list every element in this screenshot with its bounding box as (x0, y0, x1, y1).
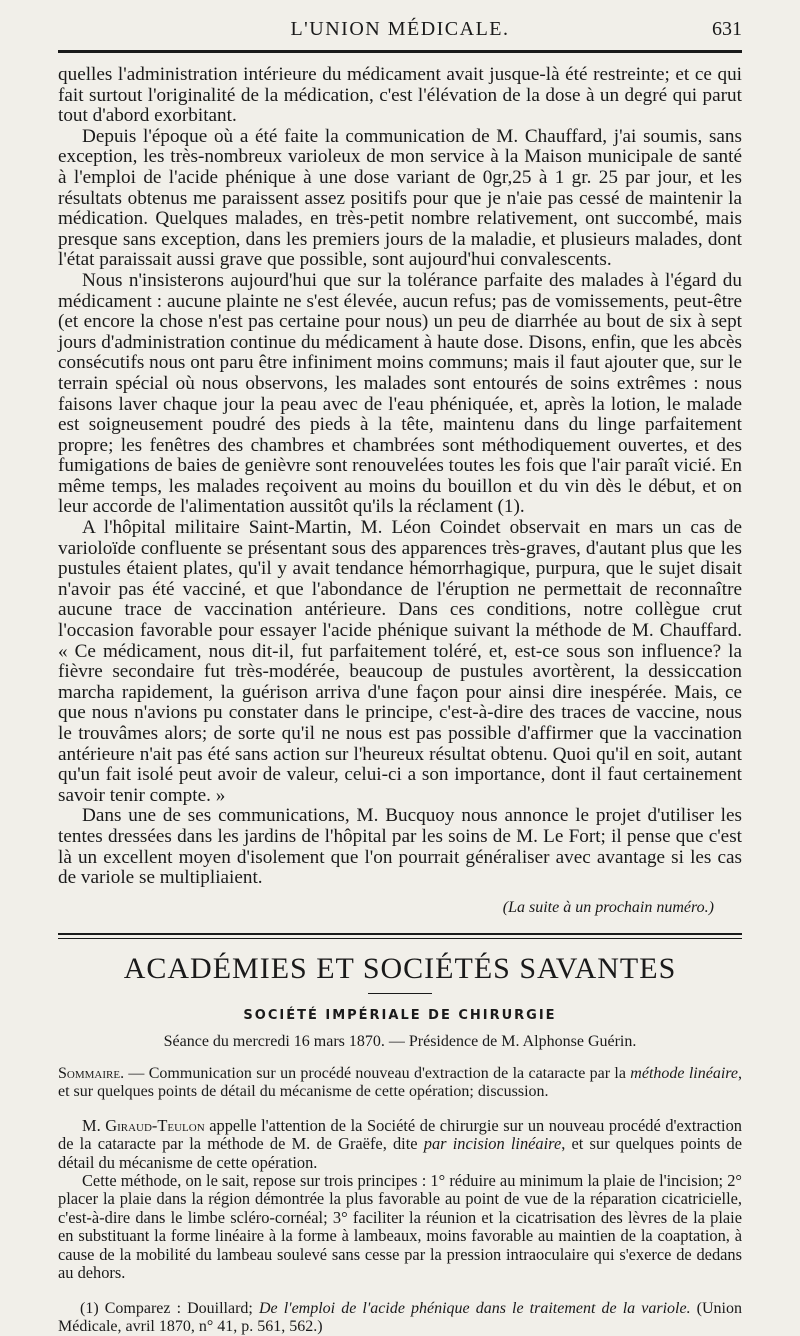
summary (58, 1065, 742, 1101)
footnote (58, 1300, 742, 1336)
paragraph-text-end: , et sur quelques points de détail du mécanisme de cette opération. (58, 1134, 742, 1172)
summary-italic: méthode linéaire (630, 1064, 739, 1082)
summary-text-end: , et sur quelques points de détail du mécanisme de cette opération; discussion. (58, 1064, 743, 1100)
header-rule (58, 50, 742, 53)
society-heading: SOCIÉTÉ IMPÉRIALE DE CHIRURGIE (243, 1007, 557, 1023)
page-number: 631 (712, 18, 742, 40)
section-divider (58, 933, 742, 939)
paragraph: Dans une de ses communications, M. Bucquoy nous annonce le projet d'utiliser les tentes dressées dans les jardins de l'hôpital par les soins de M. Le Fort; il pense que c'est là un excellent moyen d'isolement que l'on pourrait généraliser avec avantage si les cas de variole se multipliaient. (58, 805, 742, 889)
title-rule (368, 993, 432, 994)
footnote-text-end: (Union Médicale, avril 1870, n° 41, p. 561, 562.) (58, 1300, 742, 1336)
paragraph: quelles l'administration intérieure du médicament avait jusque-là été restreinte; et ce qui fait surtout l'originalité de la médication, c'est l'élévation de la dose à un degré qui parut tout d'abord exorbitant. (58, 64, 742, 127)
journal-title: L'UNION MÉDICALE. (290, 18, 510, 40)
running-head (58, 0, 742, 50)
paragraph-text: appelle l'attention de la Société de chirurgie sur un nouveau procédé d'extraction de la cataracte par la méthode de M. de Graëfe, dite (58, 1115, 742, 1154)
speaker-name: M. Giraud-Teulon (82, 1115, 205, 1135)
paragraph: Cette méthode, on le sait, repose sur trois principes : 1° réduire au minimum la plaie de l'incision; 2° placer la plaie dans la région démontrée la plus favorable au point de vue de la réparation cicatricielle, c'est-à-dire dans le limbe scléro-cornéal; 3° faciliter la réunion et la cicatrisation des lèvres de la plaie en substituant la forme linéaire à la forme à lambeaux, moins favorable au maintien de la coaptation, à cause de la mobilité du lambeau soulevé sans cesse par la pression intraoculaire qui s'exerce de dedans au dehors. (58, 1170, 742, 1282)
paragraph-italic: par incision linéaire (423, 1134, 562, 1154)
footnote-italic: De l'emploi de l'acide phénique dans le traitement de la variole. (258, 1300, 691, 1318)
paragraph: Depuis l'époque où a été faite la communication de M. Chauffard, j'ai soumis, sans exception, les très-nombreux varioleux de mon service à la Maison municipale de santé à l'emploi de l'acide phénique à une dose variant de 0gr,25 à 1 gr. 25 par jour, et les résultats obtenus me paraissent assez positifs pour que je n'aie pas cessé de maintenir la médication. Quelques malades, en très-petit nombre relativement, ont succombé, mais presque sans exception, dans les premiers jours de la maladie, et plusieurs malades, dont l'état paraissait aussi grave que possible, sont aujourd'hui convalescents. (58, 125, 742, 271)
session-line: Séance du mercredi 16 mars 1870. — Présidence de M. Alphonse Guérin. (163, 1032, 637, 1050)
article-body (58, 65, 742, 889)
paragraph (58, 1117, 742, 1172)
paragraph: Nous n'insisterons aujourd'hui que sur la tolérance parfaite des malades à l'égard du médicament : aucune plainte ne s'est élevée, aucun refus; pas de vomissements, peut-être (et encore la chose n'est pas certaine pour nous) un peu de diarrhée au bout de six à sept jours d'administration continue du médicament à haute dose. Disons, enfin, que les abcès consécutifs nous ont paru être infiniment moins communs; mais il faut ajouter que, sur le terrain spécial où nous observons, les malades sont entourés de soins extrêmes : nous faisons laver chaque jour la peau avec de l'eau phéniquée, et, après la lotion, le malade est soigneusement poudré des pieds à la tête, maintenu dans du linge parfaitement propre; les fenêtres des chambres et chambrées sont méthodiquement ouvertes, et des fumigations de baies de genièvre sont renouvelées toutes les fois que l'air paraît vicié. En même temps, les malades reçoivent au moins du bouillon et du vin dès le début, et on leur accorde de l'alimentation aussitôt qu'ils la réclament (1). (58, 269, 742, 518)
continuation-note: (La suite à un prochain numéro.) (502, 898, 714, 916)
paragraph: A l'hôpital militaire Saint-Martin, M. Léon Coindet observait en mars un cas de varioloïde confluente se présentant sous des apparences très-graves, d'autant plus que les pustules étaient plates, qu'il y avait tendance hémorrhagique, purpura, que le sujet disait n'avoir pas été vacciné, et que l'abondance de l'éruption ne permettait de reconnaître aucune trace de vaccination antérieure. Dans ces conditions, notre collègue crut l'occasion favorable pour essayer l'acide phénique suivant la méthode de M. Chauffard. « Ce médicament, nous dit-il, fut parfaitement toléré, et, est-ce sous son influence? la fièvre secondaire fut très-modérée, beaucoup de pustules avortèrent, la dessiccation marcha rapidement, la guérison arriva d'une façon pour ainsi dire inespérée. Mais, ce que nous n'avions pu constater dans le principe, c'est-à-dire des traces de vaccine, nous le trouvâmes alors; de sorte qu'il ne nous est pas possible d'affirmer que la vaccination antérieure n'ait pas été sans action sur l'heureux résultat obtenu. Quoi qu'il en soit, autant qu'un fait isolé peut avoir de valeur, celui-ci a son importance, dont il faut certainement savoir tenir compte. » (58, 517, 742, 806)
section-title: ACADÉMIES ET SOCIÉTÉS SAVANTES (123, 951, 677, 985)
summary-text: — Communication sur un procédé nouveau d'extraction de la cataracte par la (124, 1064, 631, 1082)
session-body (58, 1117, 742, 1283)
summary-label: Sommaire. (58, 1064, 125, 1082)
footnote-text: (1) Comparez : Douillard; (80, 1300, 259, 1318)
